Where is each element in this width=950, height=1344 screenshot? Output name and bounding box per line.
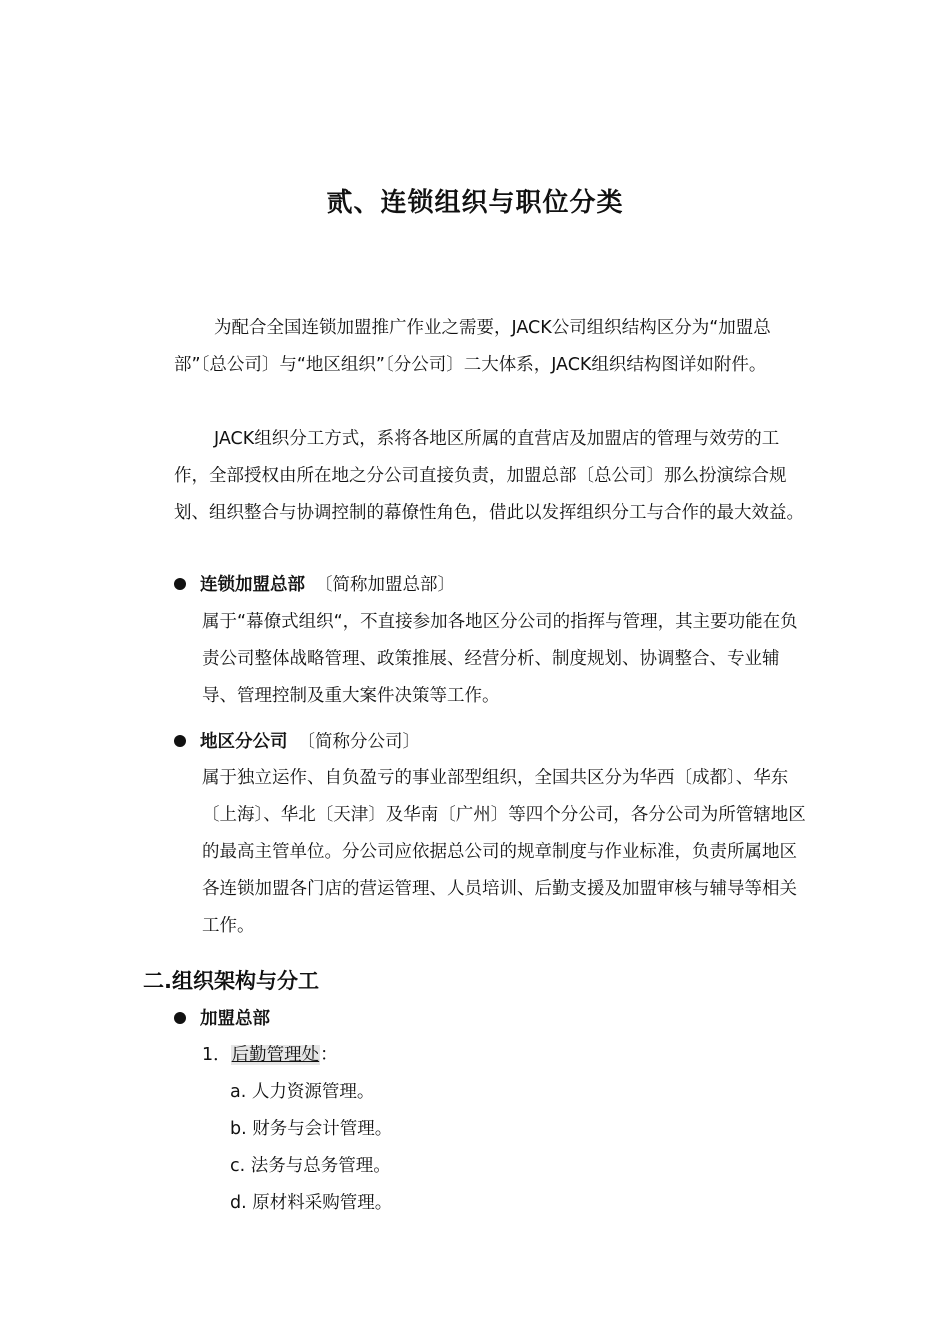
sub-item-c: c. 法务与总务管理。 — [230, 1156, 391, 1176]
bullet-branch — [174, 729, 420, 755]
item-number: 1． — [202, 1045, 231, 1065]
item-suffix: ： — [320, 1045, 338, 1065]
bullet-note: 〔简称分公司〕 — [297, 732, 420, 752]
bullet-heading: 地区分公司 — [200, 732, 288, 752]
sub-item-b: b. 财务与会计管理。 — [230, 1119, 393, 1139]
intro-paragraph-2: JACK组织分工方式，系将各地区所属的直营店及加盟店的管理与效劳的工作，全部授权由所在地之分公司直接负责，加盟总部〔总公司〕那么扮演综合规划、组织整合与协调控制的幕僚性角色，借此以发挥组织分工与合作的最大效益。 — [174, 429, 804, 523]
item-label-link[interactable]: 后勤管理处 — [231, 1045, 320, 1065]
bullet-heading: 加盟总部 — [200, 1009, 270, 1029]
bullet-dot-icon — [174, 1012, 186, 1024]
bullet-dot-icon — [174, 735, 186, 747]
bullet-section — [174, 1006, 270, 1032]
bullet-body-branch: 属于独立运作、自负盈亏的事业部型组织，全国共区分为华西〔成都〕、华东〔上海〕、华北〔天津〕及华南〔广州〕等四个分公司，各分公司为所管辖地区的最高主管单位。分公司应依据总公司的规章制度与作业标准，负责所属地区各连锁加盟各门店的营运管理、人员培训、后勤支援及加盟审核与辅导等相关工作。 — [202, 768, 806, 936]
sub-item-d: d. 原材料采购管理。 — [230, 1193, 393, 1213]
bullet-heading: 连锁加盟总部 — [200, 575, 305, 595]
section-heading: 二.组织架构与分工 — [143, 969, 319, 993]
sub-item-a: a. 人力资源管理。 — [230, 1082, 375, 1102]
intro-paragraph-1: 为配合全国连锁加盟推广作业之需要，JACK公司组织结构区分为“加盟总部”〔总公司〕与“地区组织”〔分公司〕二大体系，JACK组织结构图详如附件。 — [174, 318, 771, 375]
bullet-headquarters — [174, 572, 455, 598]
numbered-item-1 — [202, 1042, 338, 1068]
bullet-body-headquarters: 属于“幕僚式组织“，不直接参加各地区分公司的指挥与管理，其主要功能在负责公司整体战略管理、政策推展、经营分析、制度规划、协调整合、专业辅导、管理控制及重大案件决策等工作。 — [202, 612, 798, 706]
document-title: 贰、连锁组织与职位分类 — [326, 188, 624, 218]
bullet-dot-icon — [174, 578, 186, 590]
bullet-note: 〔简称加盟总部〕 — [315, 575, 455, 595]
